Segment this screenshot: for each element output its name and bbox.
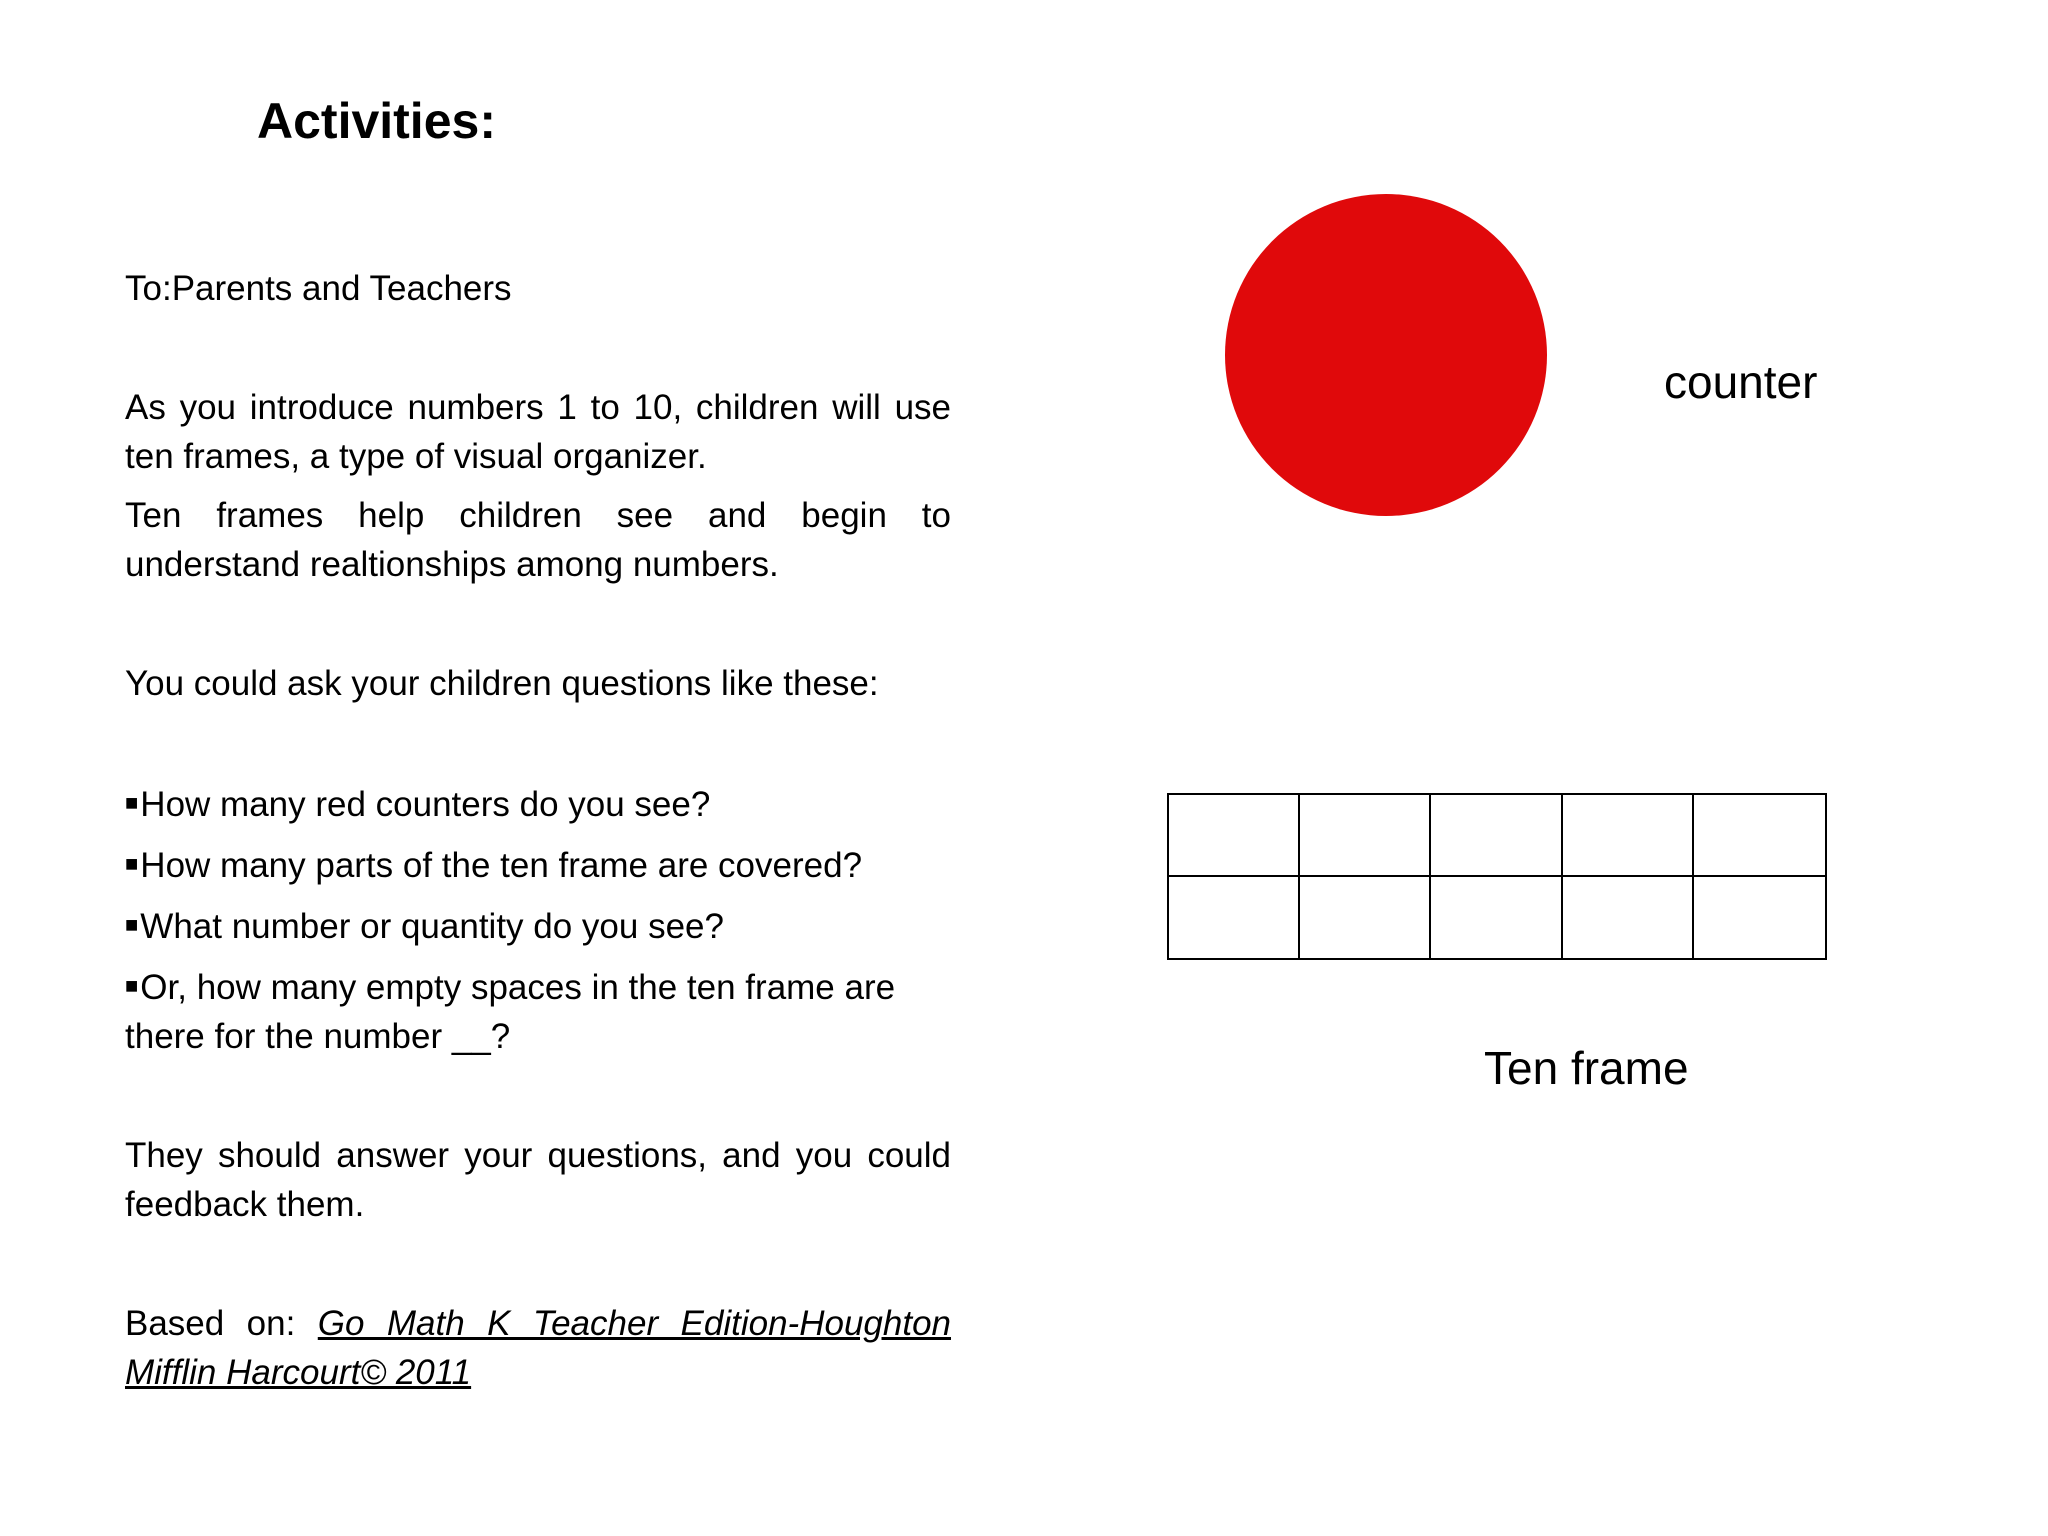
ten-frame-cell (1169, 877, 1300, 959)
square-bullet-icon: ■ (125, 973, 139, 998)
intro-paragraph-2: Ten frames help children see and begin to understand realtionships among numbers. (125, 496, 951, 584)
question-item (125, 900, 951, 951)
answer-note: They should answer your questions, and you could feedback them. (125, 1136, 951, 1224)
ten-frame-cell (1694, 877, 1825, 959)
square-bullet-icon: ■ (125, 851, 139, 876)
ten-frame-grid (1167, 793, 1827, 960)
ten-frame-cell (1169, 795, 1300, 877)
question-text: How many parts of the ten frame are covered? (140, 846, 863, 885)
instructions-column (125, 264, 951, 1397)
source-label: Based on: (125, 1304, 318, 1343)
ten-frame-cell (1563, 795, 1694, 877)
ten-frame-cell (1431, 795, 1562, 877)
question-item (125, 961, 951, 1061)
ten-frame-cell (1300, 795, 1431, 877)
red-counter-circle (1225, 194, 1547, 516)
question-item (125, 839, 951, 890)
question-text: How many red counters do you see? (140, 785, 711, 824)
question-text: What number or quantity do you see? (140, 907, 724, 946)
question-list (125, 778, 951, 1061)
question-item (125, 778, 951, 829)
source-citation: Go Math K Teacher Edition-Houghton Mifflin Harcourt© 2011 (125, 1304, 951, 1392)
ten-frame-cell (1563, 877, 1694, 959)
ten-frame-cell (1300, 877, 1431, 959)
source-note (125, 1299, 951, 1397)
ten-frame-cell (1694, 795, 1825, 877)
question-prompt: You could ask your children questions like these: (125, 664, 879, 703)
activities-heading: Activities: (257, 93, 496, 149)
ten-frame-cell (1431, 877, 1562, 959)
square-bullet-icon: ■ (125, 912, 139, 937)
intro-paragraph-1: As you introduce numbers 1 to 10, children will use ten frames, a type of visual organizer. (125, 388, 951, 476)
ten-frame-label: Ten frame (1484, 1042, 1689, 1094)
counter-label: counter (1664, 356, 1818, 408)
addressee-line: To:Parents and Teachers (125, 269, 512, 308)
question-text: Or, how many empty spaces in the ten frame are there for the number __? (125, 968, 896, 1056)
square-bullet-icon: ■ (125, 790, 139, 815)
